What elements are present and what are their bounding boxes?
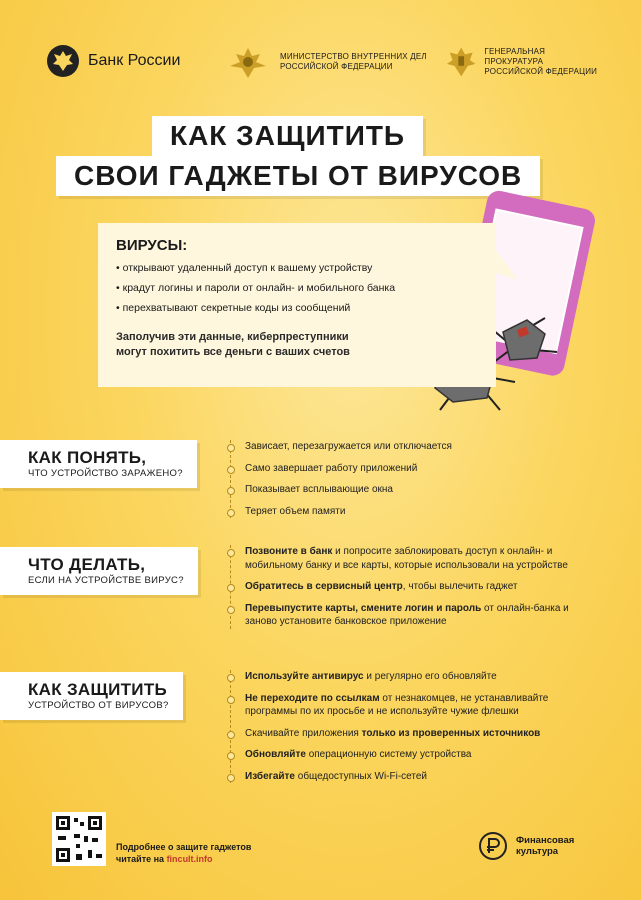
list-item: Обновляйте операционную систему устройства: [245, 748, 600, 762]
list-item: Избегайте общедоступных Wi-Fi-сетей: [245, 770, 600, 784]
section-items: [230, 440, 520, 518]
qr-code-icon[interactable]: [52, 812, 106, 866]
section-label: [0, 672, 183, 720]
section-subtitle: ЧТО УСТРОЙСТВО ЗАРАЖЕНО?: [28, 468, 183, 479]
section-label: [0, 440, 197, 488]
bank-logo: [46, 44, 180, 78]
fincult-logo: [478, 831, 574, 861]
prokuratura-logo: [444, 44, 601, 80]
section-what-to-do: [0, 545, 641, 645]
footer-more-info: [116, 841, 251, 865]
bank-name: Банк России: [88, 52, 181, 69]
section-items: [230, 545, 600, 629]
list-item: Обратитесь в сервисный центр, чтобы вылечить гаджет: [245, 580, 600, 594]
prokuratura-emblem-icon: [444, 44, 478, 80]
list-item: Используйте антивирус и регулярно его обновляйте: [245, 670, 600, 684]
fincult-line-1: Финансовая: [516, 835, 575, 846]
section-subtitle: УСТРОЙСТВО ОТ ВИРУСОВ?: [28, 700, 169, 711]
viruses-note: [116, 330, 478, 360]
list-item: Не переходите по ссылкам от незнакомцев, не устанавливайте программы по их просьбе и не используйте чужие флешки: [245, 692, 600, 719]
mvd-name-1: МИНИСТЕРСТВО ВНУТРЕННИХ ДЕЛ: [280, 52, 427, 61]
section-title: КАК ЗАЩИТИТЬ: [28, 680, 168, 699]
section-label: [0, 547, 198, 595]
title-line-1: КАК ЗАЩИТИТЬ: [152, 116, 423, 156]
section-how-to-know: [0, 440, 641, 530]
list-item: Скачивайте приложения только из проверенных источников: [245, 727, 600, 741]
fincult-link[interactable]: fincult.info: [166, 854, 213, 864]
footer-line-1: Подробнее о защите гаджетов: [116, 842, 252, 852]
mvd-name-2: РОССИЙСКОЙ ФЕДЕРАЦИИ: [280, 62, 393, 71]
ruble-icon: [478, 831, 508, 861]
section-subtitle: ЕСЛИ НА УСТРОЙСТВЕ ВИРУС?: [28, 575, 184, 586]
mvd-emblem-icon: [222, 44, 274, 80]
footer-line-2: читайте на fincult.info: [116, 854, 213, 864]
prok-name-2: РОССИЙСКОЙ ФЕДЕРАЦИИ: [484, 67, 598, 76]
list-item: Показывает всплывающие окна: [245, 483, 520, 497]
title-line-2: СВОИ ГАДЖЕТЫ ОТ ВИРУСОВ: [56, 156, 540, 196]
list-item: Перевыпустите карты, смените логин и пароль от онлайн-банка и заново установите банковское приложение: [245, 602, 600, 629]
viruses-bubble: [98, 223, 496, 387]
bank-eagle-icon: [46, 44, 80, 78]
list-item: • открывают удаленный доступ к вашему устройству: [116, 258, 478, 278]
section-title: КАК ПОНЯТЬ,: [28, 448, 147, 467]
note-line-1: Заполучив эти данные, киберпреступники: [116, 331, 349, 343]
section-how-to-protect: [0, 670, 641, 790]
bubble-tail: [488, 240, 518, 290]
viruses-list: [116, 258, 478, 318]
section-items: [230, 670, 600, 783]
header-logos: [46, 42, 601, 88]
list-item: • крадут логины и пароли от онлайн- и мобильного банка: [116, 278, 478, 298]
fincult-line-2: культура: [516, 846, 559, 857]
section-title: ЧТО ДЕЛАТЬ,: [28, 555, 146, 574]
viruses-heading: ВИРУСЫ:: [116, 237, 188, 254]
list-item: • перехватывают секретные коды из сообщений: [116, 298, 478, 318]
note-line-2: могут похитить все деньги с ваших счетов: [116, 346, 350, 358]
fincult-name: [516, 835, 574, 857]
list-item: Само завершает работу приложений: [245, 462, 520, 476]
list-item: Теряет объем памяти: [245, 505, 520, 519]
list-item: Зависает, перезагружается или отключается: [245, 440, 520, 454]
mvd-logo: [222, 44, 427, 80]
list-item: Позвоните в банк и попросите заблокировать доступ к онлайн- и мобильному банку и все карты, которые использовали на устройстве: [245, 545, 600, 572]
prok-name-1: ГЕНЕРАЛЬНАЯ ПРОКУРАТУРА: [484, 47, 546, 66]
